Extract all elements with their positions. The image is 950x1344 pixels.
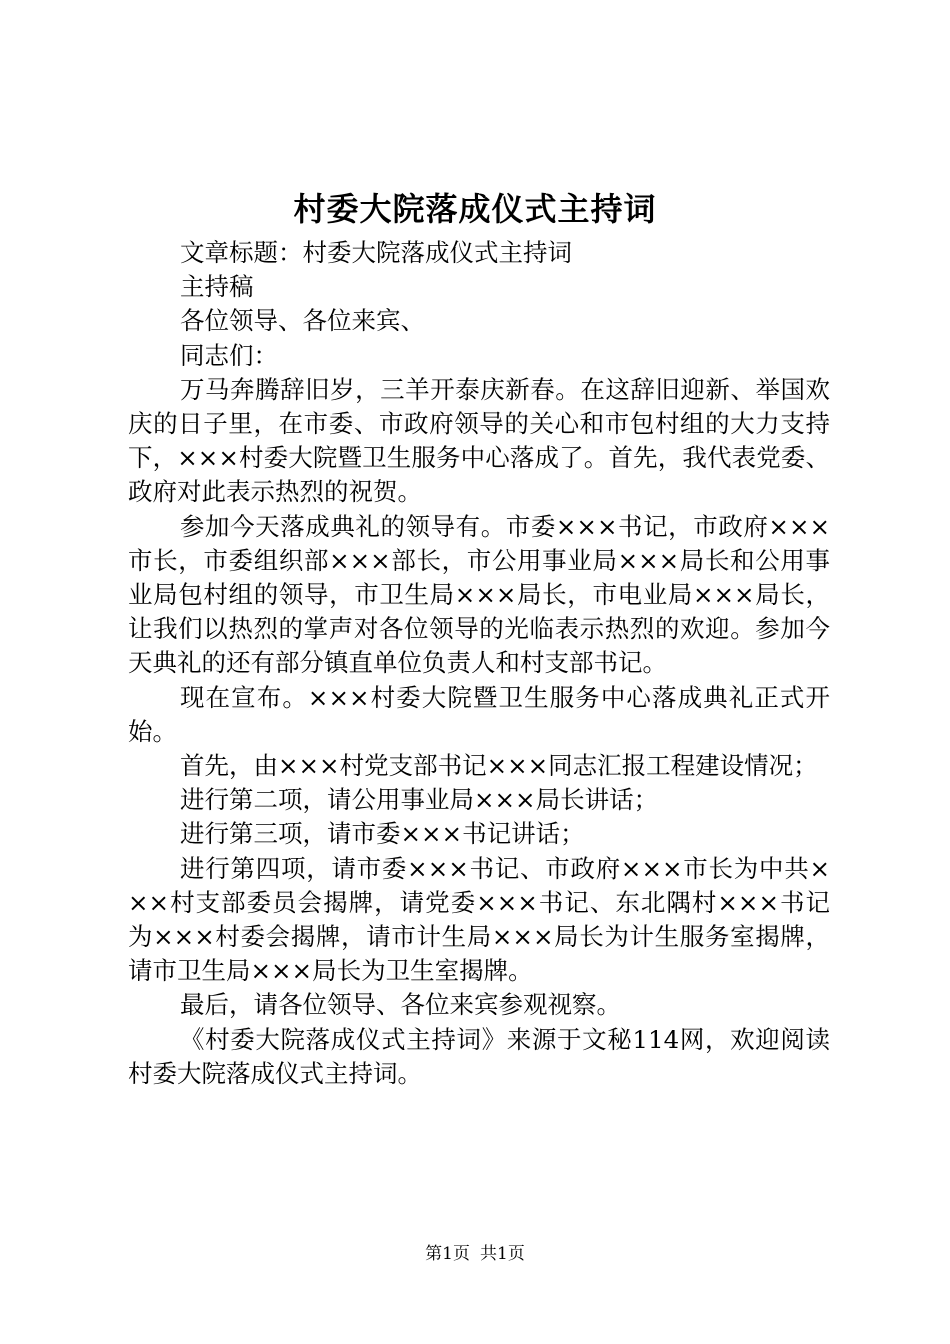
paragraph-article-title: 文章标题：村委大院落成仪式主持词 xyxy=(180,238,572,267)
paragraph-greeting-2: 同志们： xyxy=(180,340,278,370)
paragraph-leaders: 参加今天落成典礼的领导有。市委×××书记，市政府×××市长，市委组织部×××部长，市公用事业局×××局长和公用事业局包村组的领导，市卫生局×××局长，市电业局×××局长，让我们以热烈的掌声对各位领导的光临表示热烈的欢迎。参加今天典礼的还有部分镇直单位负责人和村支部书记。 xyxy=(128,511,830,678)
paragraph-source: 《村委大院落成仪式主持词》来源于文秘114网，欢迎阅读村委大院落成仪式主持词。 xyxy=(128,1024,830,1088)
paragraph-item-4: 进行第四项，请市委×××书记、市政府×××市长为中共×××村支部委员会揭牌，请党委×××书记、东北隅村×××书记为×××村委会揭牌，请市计生局×××局长为计生服务室揭牌，请市卫生局×××局长为卫生室揭牌。 xyxy=(128,853,830,986)
paragraph-item-3: 进行第三项，请市委×××书记讲话； xyxy=(180,819,585,849)
document-body xyxy=(128,236,830,1091)
paragraph-opening: 万马奔腾辞旧岁，三羊开泰庆新春。在这辞旧迎新、举国欢庆的日子里，在市委、市政府领导的关心和市包村组的大力支持下，×××村委大院暨卫生服务中心落成了。首先，我代表党委、政府对此表示热烈的祝贺。 xyxy=(128,374,830,507)
document-title: 村委大院落成仪式主持词 xyxy=(293,190,657,228)
paragraph-greeting-1: 各位领导、各位来宾、 xyxy=(180,306,425,336)
page-total: 共1页 xyxy=(480,1244,525,1264)
paragraph-host-script: 主持稿 xyxy=(180,272,254,302)
page-footer xyxy=(0,1242,950,1266)
paragraph-item-2: 进行第二项，请公用事业局×××局长讲话； xyxy=(180,785,659,815)
paragraph-closing: 最后，请各位领导、各位来宾参观视察。 xyxy=(180,990,621,1020)
paragraph-item-1: 首先，由×××村党支部书记×××同志汇报工程建设情况； xyxy=(180,751,818,781)
page-number: 第1页 xyxy=(425,1244,470,1264)
paragraph-announcement: 现在宣布。×××村委大院暨卫生服务中心落成典礼正式开始。 xyxy=(128,682,830,746)
